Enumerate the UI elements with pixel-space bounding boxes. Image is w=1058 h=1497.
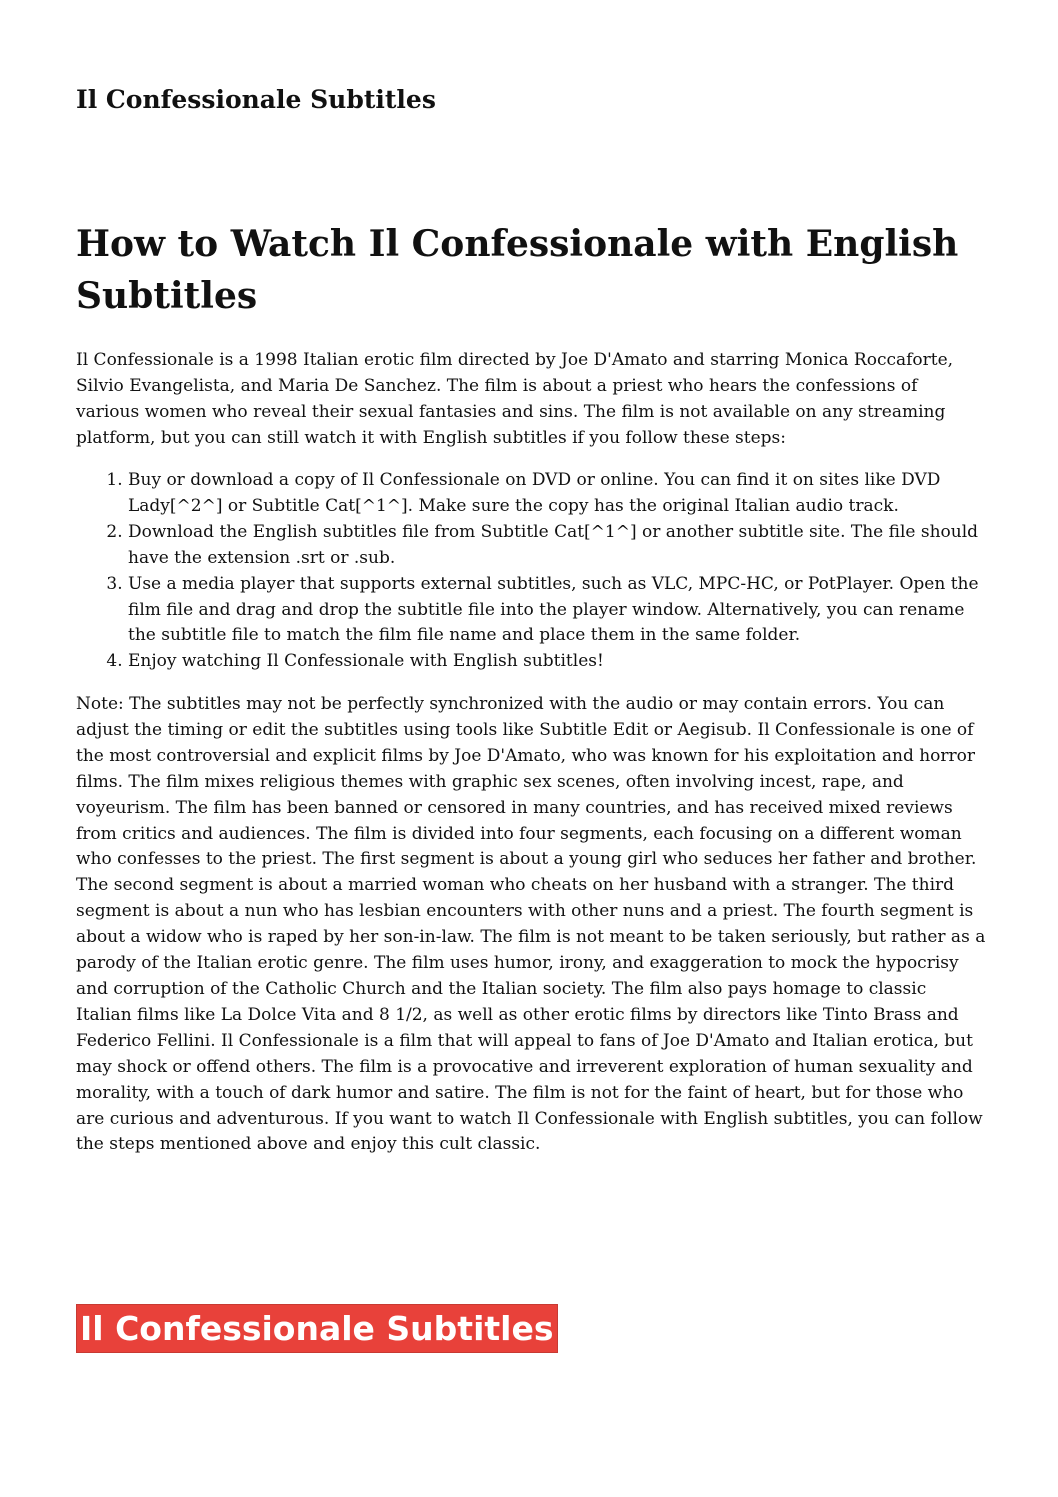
subtitles-banner: Il Confessionale Subtitles bbox=[76, 1304, 558, 1353]
document-title: Il Confessionale Subtitles bbox=[76, 85, 436, 114]
list-item: 4. Enjoy watching Il Confessionale with English subtitles! bbox=[128, 649, 981, 675]
intro-paragraph: Il Confessionale is a 1998 Italian erotic film directed by Joe D'Amato and starring Monica Roccaforte, Silvio Evangelista, and Maria De Sanchez. The film is about a priest who hears the confessions of various women who reveal their sexual fantasies and sins. The film is not available on any streaming platform, but you can still watch it with English subtitles if you follow these steps: bbox=[76, 350, 954, 448]
list-item: 1. Buy or download a copy of Il Confessionale on DVD or online. You can find it on sites like DVD Lady[^2^] or Subtitle Cat[^1^]. Make sure the copy has the original Italian audio track. bbox=[128, 468, 981, 520]
list-item: 3. Use a media player that supports external subtitles, such as VLC, MPC-HC, or PotPlayer. Open the film file and drag and drop the subtitle file into the player window. Alternatively, you can rename the subtitle file to match the film file name and place them in the same folder. bbox=[128, 572, 981, 650]
list-item: 2. Download the English subtitles file from Subtitle Cat[^1^] or another subtitle site. The file should have the extension .srt or .sub. bbox=[128, 520, 981, 572]
note-paragraph: Note: The subtitles may not be perfectly synchronized with the audio or may contain errors. You can adjust the timing or edit the subtitles using tools like Subtitle Edit or Aegisub. Il Confessionale is one of the most controversial and explicit films by Joe D'Amato, who was known for his exploitation and horror films. The film mixes religious themes with graphic sex scenes, often involving incest, rape, and voyeurism. The film has been banned or censored in many countries, and has received mixed reviews from critics and audiences. The film is divided into four segments, each focusing on a different woman who confesses to the priest. The first segment is about a young girl who seduces her father and brother. The second segment is about a married woman who cheats on her husband with a stranger. The third segment is about a nun who has lesbian encounters with other nuns and a priest. The fourth segment is about a widow who is raped by her son-in-law. The film is not meant to be taken seriously, but rather as a parody of the Italian erotic genre. The film uses humor, irony, and exaggeration to mock the hypocrisy and corruption of the Catholic Church and the Italian society. The film also pays homage to classic Italian films like La Dolce Vita and 8 1/2, as well as other erotic films by directors like Tinto Brass and Federico Fellini. Il Confessionale is a film that will appeal to fans of Joe D'Amato and Italian erotica, but may shock or offend others. The film is a provocative and irreverent exploration of human sexuality and morality, with a touch of dark humor and satire. The film is not for the faint of heart, but for those who are curious and adventurous. If you want to watch Il Confessionale with English subtitles, you can follow the steps mentioned above and enjoy this cult classic. bbox=[76, 694, 986, 1155]
steps-list bbox=[76, 468, 981, 675]
article-heading: How to Watch Il Confessionale with English Subtitles bbox=[76, 223, 959, 317]
